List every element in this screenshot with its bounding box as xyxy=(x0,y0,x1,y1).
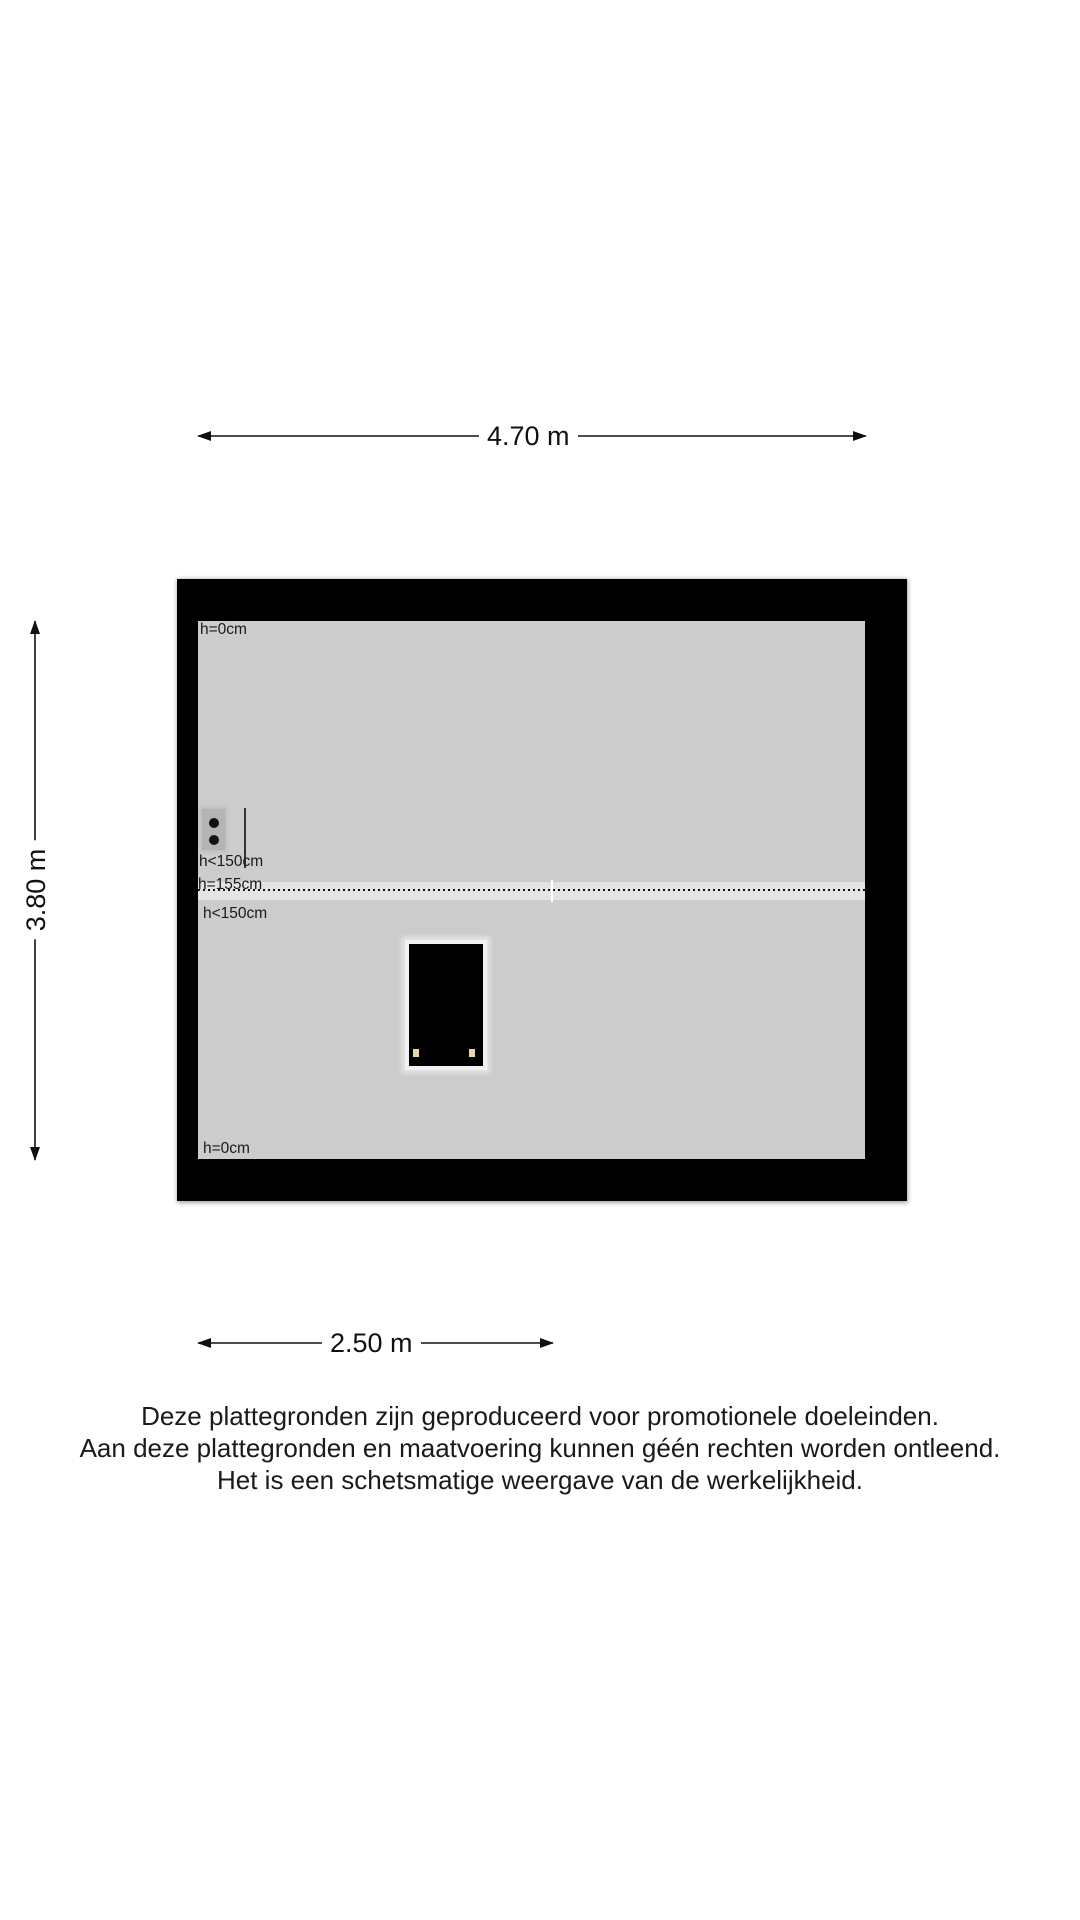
disclaimer-line: Het is een schetsmatige weergave van de werkelijkheid. xyxy=(216,1465,863,1495)
dimension-width-top: 4.70 m xyxy=(479,420,578,452)
roof-window-icon xyxy=(402,937,490,1073)
height-label-top: h=0cm xyxy=(200,621,247,638)
disclaimer-line: Aan deze plattegronden en maatvoering kunnen géén rechten worden ontleend. xyxy=(79,1433,1001,1463)
dimension-height-left: 3.80 m xyxy=(20,841,52,940)
disclaimer-line: Deze plattegronden zijn geproduceerd voor promotionele doeleinden. xyxy=(141,1401,939,1431)
height-label-bottom: h=0cm xyxy=(203,1140,250,1157)
disclaimer xyxy=(0,1400,1080,1496)
height-label-upper-ridge: h<150cm xyxy=(199,853,264,870)
dimension-width-bottom: 2.50 m xyxy=(322,1327,421,1359)
height-label-ridge: h=155cm xyxy=(198,876,263,893)
height-label-lower-ridge: h<150cm xyxy=(203,905,268,922)
